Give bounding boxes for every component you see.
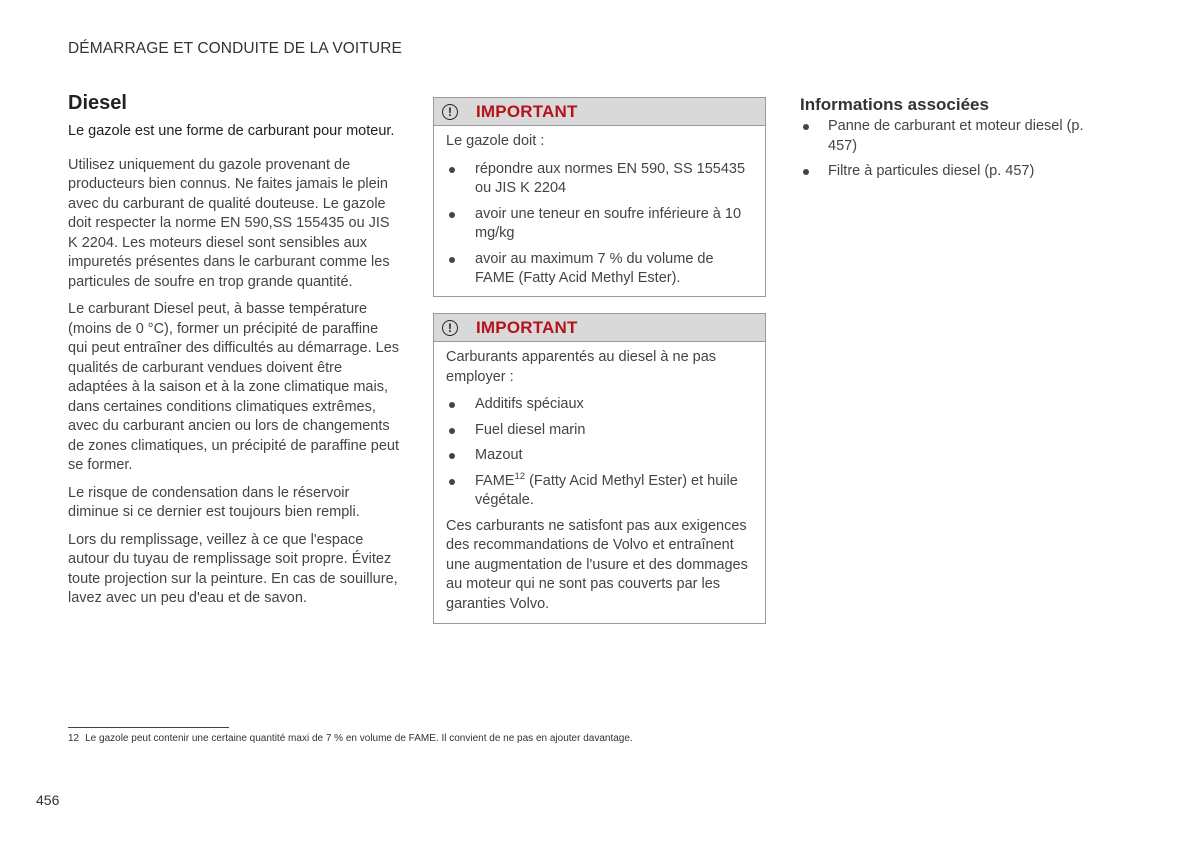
footnote xyxy=(68,733,633,744)
list-item: avoir une teneur en soufre inférieure à 10 mg/kg xyxy=(446,205,753,244)
bullet-icon xyxy=(449,402,455,408)
paragraph: Utilisez uniquement du gazole provenant de producteurs bien connus. Ne faites jamais le plein avec du carburant de qualité douteuse. Le gazole doit respecter la norme EN 590,SS 155435 ou JIS K 2204. Les moteurs diesel sont sensibles aux impuretés présentes dans le carburant comme les particules de soufre en trop grande quantité. xyxy=(68,156,390,290)
list-item: Mazout xyxy=(446,446,753,466)
related-link[interactable]: Filtre à particules diesel (p. 457) xyxy=(800,162,1100,182)
paragraph: Le carburant Diesel peut, à basse température (moins de 0 °C), former un précipité de paraffine qui peut entraîner des difficultés au démarrage. Les qualités de carburant vendues doivent être adaptées à la saison et à la zone climatique mais, dans certaines conditions climatiques extrêmes, avec du carburant ancien ou lors de changements de zones climatiques, un précipité de paraffine peut se former. xyxy=(68,301,400,473)
list-item: Additifs spéciaux xyxy=(446,395,753,415)
list-item: répondre aux normes EN 590, SS 155435 ou JIS K 2204 xyxy=(446,160,753,199)
related-list xyxy=(800,117,1100,182)
page-number: 456 xyxy=(36,792,60,808)
bullet-icon xyxy=(449,479,455,485)
list-item: FAME$^{12}$ (Fatty Acid Methyl Ester) et huile végétale. xyxy=(446,472,753,511)
important-title: IMPORTANT xyxy=(476,317,578,337)
related-info xyxy=(800,95,1100,188)
bullet-icon xyxy=(449,453,455,459)
paragraph: Le risque de condensation dans le réservoir diminue si ce dernier est toujours bien rempli. xyxy=(68,484,360,520)
bullet-icon xyxy=(449,257,455,263)
related-title: Informations associées xyxy=(800,95,989,114)
important-intro: Carburants apparentés au diesel à ne pas employer : xyxy=(446,349,717,385)
footnote-divider xyxy=(68,727,229,728)
important-body xyxy=(434,342,765,614)
lead-text: Le gazole est une forme de carburant pour moteur. xyxy=(68,123,395,139)
footnote-number: 12 xyxy=(68,733,80,744)
bullet-icon xyxy=(449,428,455,434)
important-header xyxy=(434,98,765,126)
bullet-icon xyxy=(449,167,455,173)
exclamation-icon: ! xyxy=(442,104,458,120)
list-item: avoir au maximum 7 % du volume de FAME (Fatty Acid Methyl Ester). xyxy=(446,250,753,289)
footnote-text: Le gazole peut contenir une certaine quantité maxi de 7 % en volume de FAME. Il convient de ne pas en ajouter davantage. xyxy=(85,733,633,744)
bullet-icon xyxy=(803,124,809,130)
section-title: Diesel xyxy=(68,92,127,114)
bullet-icon xyxy=(449,212,455,218)
important-box-fuel-requirements xyxy=(433,97,766,297)
requirements-list xyxy=(446,160,753,289)
list-item: Fuel diesel marin xyxy=(446,421,753,441)
related-link[interactable]: Panne de carburant et moteur diesel (p. 457) xyxy=(800,117,1100,156)
exclamation-icon: ! xyxy=(442,320,458,336)
prohibited-list xyxy=(446,395,753,511)
important-header xyxy=(434,314,765,342)
important-body xyxy=(434,126,765,289)
important-title: IMPORTANT xyxy=(476,101,578,121)
diesel-section xyxy=(68,92,400,617)
footnote-ref[interactable]: 12 xyxy=(514,470,526,482)
important-outro: Ces carburants ne satisfont pas aux exigences des recommandations de Volvo et entraînent une augmentation de l'usure et des dommages au moteur qui ne sont pas couverts par les garanties Volvo. xyxy=(446,517,748,612)
paragraph: Lors du remplissage, veillez à ce que l'espace autour du tuyau de remplissage soit propre. Évitez toute projection sur la peinture. En cas de souillure, lavez avec un peu d'eau et de savon. xyxy=(68,531,398,606)
important-box-prohibited-fuels xyxy=(433,313,766,624)
section-header: DÉMARRAGE ET CONDUITE DE LA VOITURE xyxy=(68,40,402,57)
bullet-icon xyxy=(803,169,809,175)
important-intro: Le gazole doit : xyxy=(446,133,545,149)
